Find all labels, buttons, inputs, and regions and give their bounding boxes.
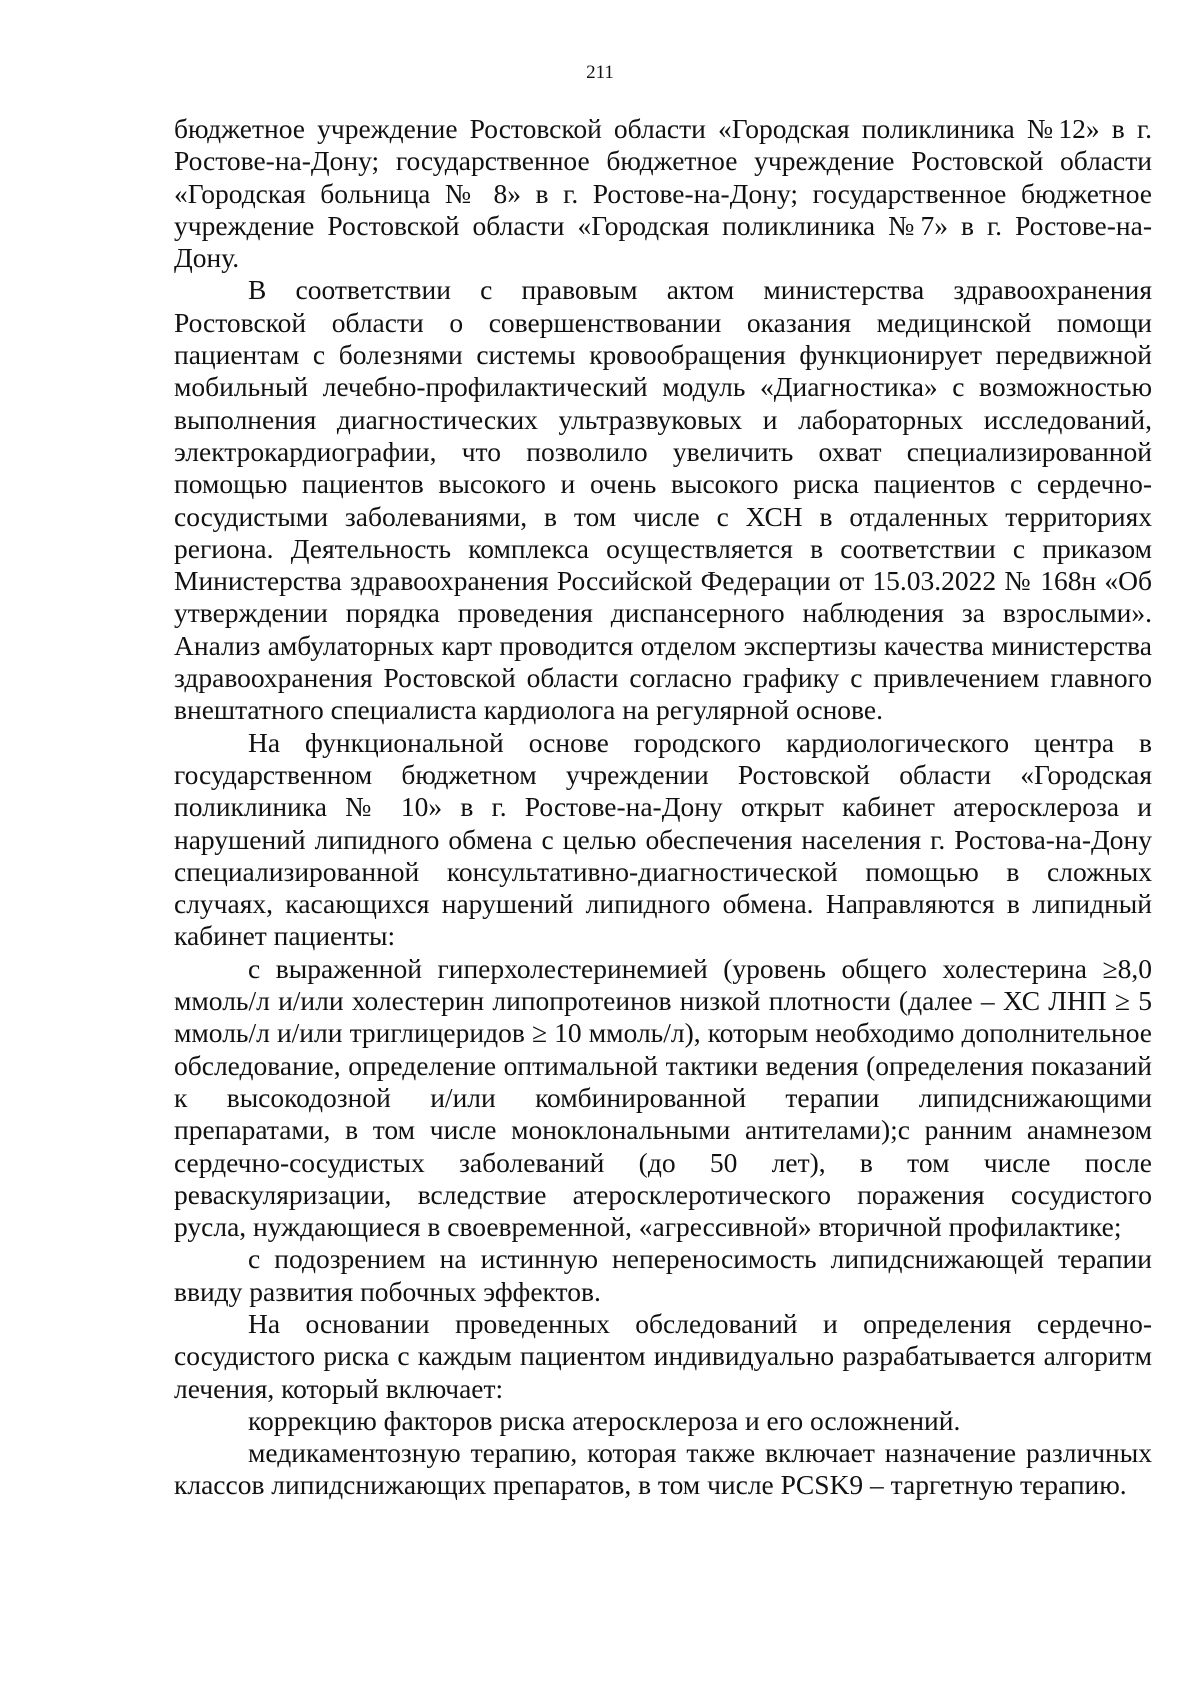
document-body (174, 113, 1152, 1502)
paragraph-8: медикаментозную терапию, которая также включает назначение различных классов липидснижающих препаратов, в том числе PCSK9 – таргетную терапию. (174, 1437, 1152, 1501)
paragraph-4: с выраженной гиперхолестеринемией (уровень общего холестерина ≥8,0 ммоль/л и/или холестерин липопротеинов низкой плотности (далее – ХС ЛНП ≥ 5 ммоль/л и/или триглицеридов ≥ 10 ммоль/л), которым необходимо дополнительное обследование, определение оптимальной тактики ведения (определения показаний к высокодозной и/или комбинированной терапии липидснижающими препаратами, в том числе моноклональными антителами);с ранним анамнезом сердечно-сосудистых заболеваний (до 50 лет), в том числе после реваскуляризации, вследствие атеросклеротического поражения сосудистого русла, нуждающиеся в своевременной, «агрессивной» вторичной профилактике; (174, 952, 1152, 1243)
paragraph-1: бюджетное учреждение Ростовской области «Городская поликлиника №12» в г. Ростове-на-Дону; государственное бюджетное учреждение Ростовской области «Городская больница № 8» в г. Ростове-на-Дону; государственное бюджетное учреждение Ростовской области «Городская поликлиника №7» в г. Ростове-на-Дону. (174, 113, 1152, 274)
paragraph-5: с подозрением на истинную непереносимость липидснижающей терапии ввиду развития побочных эффектов. (174, 1243, 1152, 1307)
paragraph-3: На функциональной основе городского кардиологического центра в государственном бюджетном учреждении Ростовской области «Городская поликлиника № 10» в г. Ростове-на-Дону открыт кабинет атеросклероза и нарушений липидного обмена с целью обеспечения населения г. Ростова-на-Дону специализированной консультативно-диагностической помощью в сложных случаях, касающихся нарушений липидного обмена. Направляются в липидный кабинет пациенты: (174, 726, 1152, 952)
paragraph-2: В соответствии с правовым актом министерства здравоохранения Ростовской области о совершенствовании оказания медицинской помощи пациентам с болезнями системы кровообращения функционирует передвижной мобильный лечебно-профилактический модуль «Диагностика» с возможностью выполнения диагностических ультразвуковых и лабораторных исследований, электрокардиографии, что позволило увеличить охват специализированной помощью пациентов высокого и очень высокого риска пациентов с сердечно-сосудистыми заболеваниями, в том числе с ХСН в отдаленных территориях региона. Деятельность комплекса осуществляется в соответствии с приказом Министерства здравоохранения Российской Федерации от 15.03.2022 № 168н «Об утверждении порядка проведения диспансерного наблюдения за взрослыми». Анализ амбулаторных карт проводится отделом экспертизы качества министерства здравоохранения Ростовской области согласно графику с привлечением главного внештатного специалиста кардиолога на регулярной основе. (174, 274, 1152, 726)
page-number: 211 (586, 62, 614, 83)
paragraph-6: На основании проведенных обследований и определения сердечно-сосудистого риска с каждым пациентом индивидуально разрабатывается алгоритм лечения, который включает: (174, 1307, 1152, 1404)
paragraph-7: коррекцию факторов риска атеросклероза и его осложнений. (248, 1404, 961, 1436)
